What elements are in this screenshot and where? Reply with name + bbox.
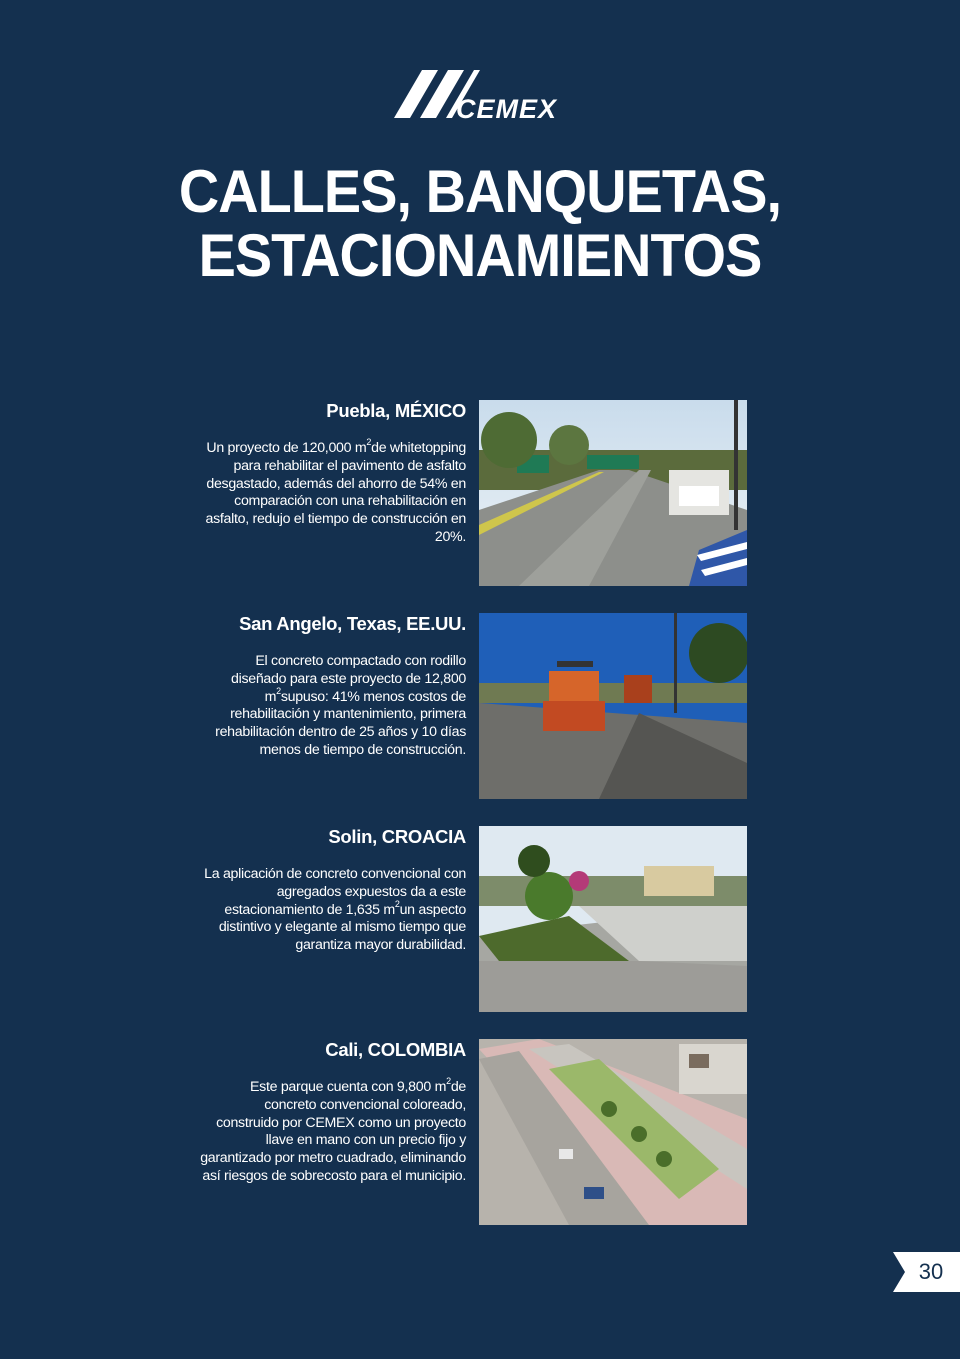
page-title-line-2: ESTACIONAMIENTOS xyxy=(198,222,762,289)
case-study-cali xyxy=(200,1039,760,1229)
case-study-heading: Puebla, MÉXICO xyxy=(326,400,466,421)
page-title-line-1: CALLES, BANQUETAS, xyxy=(178,158,782,225)
case-study-text xyxy=(200,400,466,547)
case-study-san-angelo xyxy=(200,613,760,803)
case-study-text xyxy=(200,613,466,760)
case-study-description: El concreto compactado con rodillo diseñado para este proyecto de 12,800 $m^2supuso$: 41% menos costos de rehabilitación y mantenimiento, primera rehabilitación dentro de 25 años y 10 días menos de tiempo de construcción. xyxy=(215,653,466,758)
case-study-description: La aplicación de concreto convencional con agregados expuestos da a este estacionamiento de 1,635 $m^2un$ aspecto distintivo y elegante al mismo tiempo que garantiza mayor durabilidad. xyxy=(204,866,466,954)
photo-san-angelo-roller xyxy=(479,613,747,799)
page-title xyxy=(34,160,927,288)
photo-cali-park xyxy=(479,1039,747,1225)
case-study-description: Este parque cuenta con 9,800 $m^2de$ concreto convencional coloreado, construido por CEMEX como un proyecto llave en mano con un precio fijo y garantizado por metro cuadrado, eliminando así riesgos de sobrecosto para el municipio. xyxy=(200,1076,466,1184)
case-study-text xyxy=(200,1039,466,1186)
photo-solin-parking xyxy=(479,826,747,1012)
case-study-text xyxy=(200,826,466,955)
case-study-heading: Solin, CROACIA xyxy=(328,826,466,847)
photo-puebla-road xyxy=(479,400,747,586)
case-study-solin xyxy=(200,826,760,1016)
page-number-tab xyxy=(893,1252,960,1292)
case-study-heading: Cali, COLOMBIA xyxy=(325,1039,466,1060)
case-study-puebla xyxy=(200,400,760,590)
cemex-logo xyxy=(392,66,582,124)
page-number: 30 xyxy=(918,1259,944,1284)
case-study-heading: San Angelo, Texas, EE.UU. xyxy=(239,613,466,634)
cemex-logo-text: CEMEX xyxy=(456,94,558,124)
case-study-description: Un proyecto de 120,000 $m^2de$ whitetopping para rehabilitar el pavimento de asfalto desgastado, además del ahorro de 54% en comparación con una rehabilitación en asfalto, redujo el tiempo de construcción en 20%. xyxy=(205,437,466,545)
